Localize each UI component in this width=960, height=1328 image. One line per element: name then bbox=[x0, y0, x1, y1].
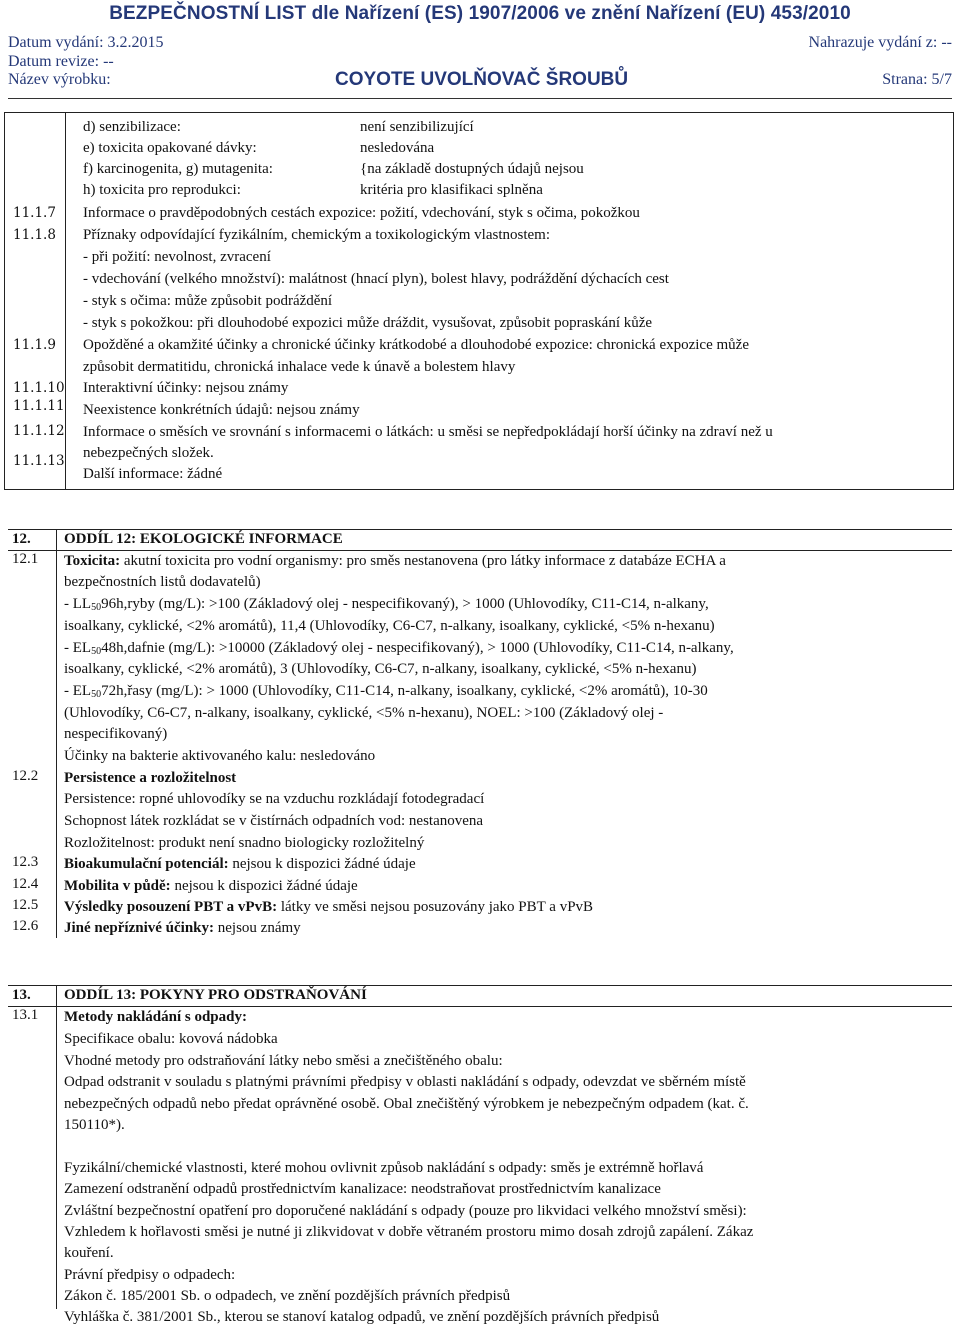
column-divider bbox=[56, 986, 57, 1006]
methods-title: Metody nakládání s odpady: bbox=[64, 1009, 247, 1025]
section-12-header bbox=[8, 529, 952, 551]
section-number: 13. bbox=[12, 987, 31, 1003]
persistence-line: Schopnost látek rozkládat se v čistírnách odpadních vod: nestanovena bbox=[64, 813, 484, 829]
el50-text: 72h,řasy (mg/L): > 1000 (Uhlovodíky, C11-C14, n-alkany, isoalkany, cyklické, <2% aromátů), 10-30 bbox=[101, 683, 708, 699]
subsection-number: 12.4 bbox=[12, 876, 39, 892]
prop-label: f) karcinogenita, g) mutagenita: bbox=[83, 161, 273, 177]
subsection-number: 12.1 bbox=[12, 551, 39, 567]
subsection-number: 12.6 bbox=[12, 918, 39, 934]
document-title: BEZPEČNOSTNÍ LIST dle Nařízení (ES) 1907/2006 ve znění Nařízení (EU) 453/2010 bbox=[109, 3, 851, 24]
disposal-line: Fyzikální/chemické vlastnosti, které mohou ovlivnit způsob nakládání s odpady: směs je extrémně hořlavá bbox=[64, 1160, 704, 1176]
toxicity-line: bezpečnostních listů dodavatelů) bbox=[64, 574, 261, 590]
disposal-line: kouření. bbox=[64, 1245, 114, 1261]
persistence-line: Persistence: ropné uhlovodíky se na vzduchu rozkládají fotodegradací bbox=[64, 791, 485, 807]
header-divider bbox=[8, 98, 952, 99]
chronic-effects: způsobit dermatitidu, chronická inhalace vede k únavě a bolestem hlavy bbox=[83, 359, 516, 375]
ll50-line: isoalkany, cyklické, <2% aromátů), 11,4 (Uhlovodíky, C6-C7, n-alkany, isoalkany, cyklické, <5% n-hexanu) bbox=[64, 618, 715, 634]
el50-prefix: - EL bbox=[64, 683, 92, 699]
legal-line: Vyhláška č. 381/2001 Sb., kterou se stanoví katalog odpadů, ve znění pozdějších právních předpisů bbox=[64, 1309, 660, 1325]
section-13-header bbox=[8, 985, 952, 1007]
subsection-number: 11.1.11 bbox=[13, 398, 65, 414]
persistence-title: Persistence a rozložitelnost bbox=[64, 770, 237, 786]
column-divider bbox=[65, 113, 66, 489]
column-divider bbox=[56, 530, 57, 550]
section-title: ODDÍL 12: EKOLOGICKÉ INFORMACE bbox=[64, 531, 343, 547]
subsection-number: 12.2 bbox=[12, 768, 39, 784]
disposal-line: Odpad odstranit v souladu s platnými právními předpisy v oblasti nakládání s odpady, odevzdat ve sběrném místě bbox=[64, 1074, 746, 1090]
page-number: Strana: 5/7 bbox=[882, 71, 952, 88]
disposal-line: 150110*). bbox=[64, 1117, 125, 1133]
subsection-number: 12.3 bbox=[12, 854, 39, 870]
subsection-number: 11.1.10 bbox=[13, 380, 65, 396]
ll50-text: 96h,ryby (mg/L): >100 (Základový olej - nespecifikovaný), > 1000 (Uhlovodíky, C11-C14, n-alkany, bbox=[101, 596, 709, 612]
issue-date: Datum vydání: 3.2.2015 bbox=[8, 34, 164, 51]
symptoms-line: - styk s pokožkou: při dlouhodobé expozici může dráždit, vysušovat, způsobit popraskání kůže bbox=[83, 315, 653, 331]
prop-value: není senzibilizující bbox=[360, 119, 474, 135]
disposal-line: Zamezení odstranění odpadů prostřednictvím kanalizace: neodstraňovat prostřednictvím kanalizace bbox=[64, 1181, 661, 1197]
subsection-number: 11.1.13 bbox=[13, 453, 65, 469]
chronic-effects: Opožděné a okamžité účinky a chronické účinky krátkodobé a dlouhodobé expozice: chronická expozice může bbox=[83, 337, 749, 353]
prop-value: {na základě dostupných údajů nejsou bbox=[360, 161, 584, 177]
section-11-box bbox=[4, 112, 954, 490]
bioaccumulation-text: nejsou k dispozici žádné údaje bbox=[228, 856, 416, 872]
el50-algae-line bbox=[64, 681, 708, 705]
ll50-prefix: - LL bbox=[64, 596, 92, 612]
disposal-line: Zvláštní bezpečnostní opatření pro doporučené nakládání s odpady (pouze pro likvidaci velkého množství směsi): bbox=[64, 1203, 747, 1219]
section-number: 12. bbox=[12, 531, 31, 547]
header-dates bbox=[8, 33, 952, 52]
symptoms-line: - styk s očima: může způsobit podráždění bbox=[83, 293, 333, 309]
interactive-effects: Interaktivní účinky: nejsou známy bbox=[83, 380, 289, 396]
prop-label: d) senzibilizace: bbox=[83, 119, 181, 135]
exposure-routes: Informace o pravděpodobných cestách expozice: požití, vdechování, styk s očima, pokožkou bbox=[83, 205, 640, 221]
symptoms-line: - vdechování (velkého množství): malátnost (hnací plyn), bolest hlavy, podráždění dýchacích cest bbox=[83, 271, 669, 287]
mobility-label: Mobilita v půdě: bbox=[64, 878, 171, 894]
el50-daphnia-line: isoalkany, cyklické, <2% aromátů), 3 (Uhlovodíky, C6-C7, n-alkany, isoalkany, cyklické, <5% n-hexanu) bbox=[64, 661, 697, 677]
el50-prefix: - EL bbox=[64, 640, 92, 656]
disposal-line: Vhodné metody pro odstraňování látky nebo směsi a znečištěného obalu: bbox=[64, 1053, 503, 1069]
subsection-number: 11.1.8 bbox=[13, 227, 56, 243]
el50-subscript: 50 bbox=[91, 646, 102, 657]
persistence-line: Rozložitelnost: produkt není snadno biologicky rozložitelný bbox=[64, 835, 425, 851]
toxicity-text: akutní toxicita pro vodní organismy: pro směs nestanovena (pro látky informace z databáze ECHA a bbox=[120, 553, 726, 569]
section-title: ODDÍL 13: POKYNY PRO ODSTRAŇOVÁNÍ bbox=[64, 987, 367, 1003]
subsection-number: 11.1.9 bbox=[13, 337, 56, 353]
other-info: Další informace: žádné bbox=[83, 466, 223, 482]
revision-date: Datum revize: -- bbox=[8, 53, 114, 70]
el50-subscript: 50 bbox=[91, 689, 102, 700]
bioaccumulation-label: Bioakumulační potenciál: bbox=[64, 856, 229, 872]
other-effects-text: nejsou známy bbox=[214, 920, 301, 936]
prop-value: kritéria pro klasifikaci splněna bbox=[360, 182, 543, 198]
toxicity-label: Toxicita: bbox=[64, 553, 121, 569]
product-label: Název výrobku: bbox=[8, 71, 111, 88]
header-product bbox=[8, 70, 952, 92]
product-name: COYOTE UVOLŇOVAČ ŠROUBŮ bbox=[335, 69, 629, 90]
el50-algae-line: nespecifikovaný) bbox=[64, 726, 168, 742]
column-divider bbox=[56, 1006, 57, 1309]
pbt-line bbox=[64, 897, 593, 918]
other-effects-label: Jiné nepříznivé účinky: bbox=[64, 920, 215, 936]
prop-label: e) toxicita opakované dávky: bbox=[83, 140, 257, 156]
subsection-number: 12.5 bbox=[12, 897, 39, 913]
pbt-label: Výsledky posouzení PBT a vPvB: bbox=[64, 899, 278, 915]
other-effects-line bbox=[64, 918, 301, 939]
disposal-line: Specifikace obalu: kovová nádobka bbox=[64, 1031, 278, 1047]
subsection-number: 11.1.12 bbox=[13, 423, 65, 439]
mobility-line bbox=[64, 876, 358, 897]
column-divider bbox=[56, 550, 57, 938]
ll50-line bbox=[64, 594, 709, 618]
pbt-text: látky ve směsi nejsou posuzovány jako PBT a vPvB bbox=[277, 899, 594, 915]
disposal-line: nebezpečných odpadů nebo předat oprávněné osobě. Obal znečištěný výrobkem je nebezpečným odpadem (kat. č. bbox=[64, 1096, 749, 1112]
mixture-info: Informace o směsích ve srovnání s informacemi o látkách: u směsi se nepředpokládají horší účinky na zdraví než u bbox=[83, 424, 773, 440]
symptoms-line: - při požití: nevolnost, zvracení bbox=[83, 249, 271, 265]
legal-title: Právní předpisy o odpadech: bbox=[64, 1267, 236, 1283]
el50-algae-line: (Uhlovodíky, C6-C7, n-alkany, isoalkany, cyklické, <5% n-hexanu), NOEL: >100 (Základový olej - bbox=[64, 705, 664, 721]
bacteria-effects: Účinky na bakterie aktivovaného kalu: nesledováno bbox=[64, 748, 376, 764]
el50-text: 48h,dafnie (mg/L): >10000 (Základový olej - nespecifikovaný), > 1000 (Uhlovodíky, C11-C14, n-alkany, bbox=[101, 640, 734, 656]
replaces-issue: Nahrazuje vydání z: -- bbox=[808, 34, 952, 51]
legal-line: Zákon č. 185/2001 Sb. o odpadech, ve znění pozdějších právních předpisů bbox=[64, 1288, 511, 1304]
mobility-text: nejsou k dispozici žádné údaje bbox=[170, 878, 358, 894]
prop-label: h) toxicita pro reprodukci: bbox=[83, 182, 241, 198]
ll50-subscript: 50 bbox=[91, 602, 102, 613]
disposal-line: Vzhledem k hořlavosti směsi je nutné ji zlikvidovat v dobře větraném prostoru mimo dosah zdrojů zapálení. Zákaz bbox=[64, 1224, 754, 1240]
prop-value: nesledována bbox=[360, 140, 435, 156]
toxicity-line bbox=[64, 551, 726, 572]
subsection-number: 13.1 bbox=[12, 1007, 39, 1023]
missing-data: Neexistence konkrétních údajů: nejsou známy bbox=[83, 402, 360, 418]
bioaccumulation-line bbox=[64, 854, 416, 875]
mixture-info: nebezpečných složek. bbox=[83, 445, 214, 461]
subsection-number: 11.1.7 bbox=[13, 205, 56, 221]
symptoms-line: Příznaky odpovídající fyzikálním, chemickým a toxikologickým vlastnostem: bbox=[83, 227, 550, 243]
